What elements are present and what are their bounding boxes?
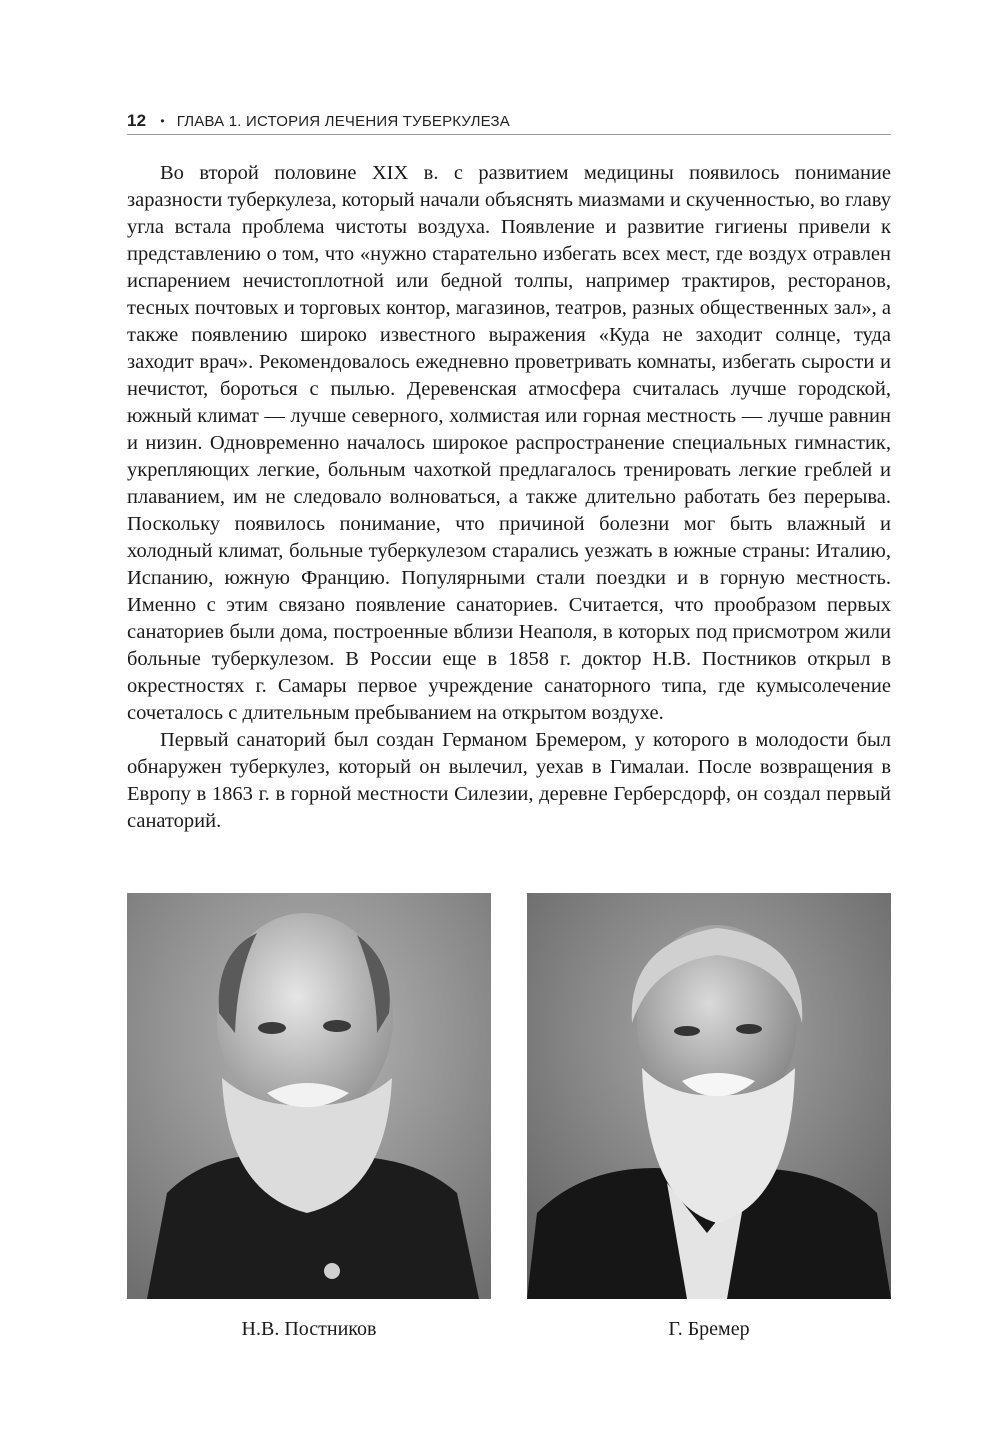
header-bullet: • [160,114,165,128]
paragraph: Во второй половине XIX в. с развитием медицины появилось понимание заразности туберкулеза, который начали объяснять миазмами и скученностью, во главу угла встала проблема чистоты воздуха. Появление и развитие гигиены привели к представлению о том, что «нужно старательно избегать всех мест, где воздух отравлен испарением нечистоплотной или бедной толпы, например трактиров, ресторанов, тесных почтовых и торговых контор, магазинов, театров, разных общественных зал», а также появлению широко известного выражения «Куда не заходит солнце, туда заходит врач». Рекомендовалось ежедневно проветривать комнаты, избегать сырости и нечистот, бороться с пылью. Деревенская атмосфера считалась лучше городской, южный климат — лучше северного, холмистая или горная местность — лучше равнин и низин. Одновременно началось широкое распространение специальных гимнастик, укрепляющих легкие, больным чахоткой предлагалось тренировать легкие греблей и плаванием, им не следовало волноваться, а также длительно работать без перерыва. Поскольку появилось понимание, что причиной болезни мог быть влажный и холодный климат, больные туберкулезом старались уезжать в южные страны: Италию, Испанию, южную Францию. Популярными стали поездки и в горную местность. Именно с этим связано появление санаториев. Считается, что прообразом первых санаториев были дома, построенные вблизи Неаполя, в которых под присмотром жили больные туберкулезом. В России еще в 1858 г. доктор Н.В. Постников открыл в окрестностях г. Самары первое учреждение санаторного типа, где кумысолечение сочеталось с длительным пребыванием на открытом воздухе. [127,162,891,724]
running-header [127,108,891,134]
page-number: 12 [127,111,147,130]
portrait-photo-brehmer [527,893,891,1299]
body-text [127,160,891,835]
figure-caption: Г. Бремер [668,1318,750,1340]
paragraph: Первый санаторий был создан Германом Бремером, у которого в молодости был обнаружен туберкулез, который он вылечил, уехав в Гималаи. После возвращения в Европу в 1863 г. в горной местности Силезии, деревне Герберсдорф, он создал первый санаторий. [127,729,891,832]
header-rule [127,134,891,135]
portrait-photo-postnikov [127,893,491,1299]
figure-caption: Н.В. Постников [241,1318,377,1340]
chapter-title: ГЛАВА 1. ИСТОРИЯ ЛЕЧЕНИЯ ТУБЕРКУЛЕЗА [176,112,510,130]
